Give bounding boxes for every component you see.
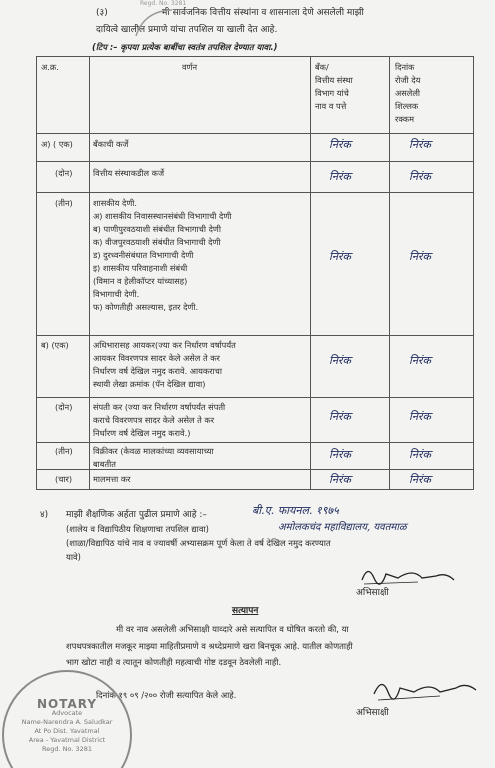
handwritten-nil: निरंक (329, 354, 351, 367)
signer-label: अभिसाक्षी (356, 588, 389, 598)
table-row-desc: विक्रीकर (केवळ मालकांच्या व्यवसायाच्या बाबतीत (93, 446, 214, 469)
table-row-desc: अधिभारासह आयकर(ज्या कर निर्धारण वर्षापर्यंत आयकर विवरणपत्र सादर केले असेल ते कर निर्धारण वर्ष देखिल नमुद करावे. आयकराचा स्थायी लेखा क्रमांक (पॅन देखिल द्यावा) (93, 340, 236, 389)
header-bank: बँक/ वित्तीय संस्था विभाग यांचे नाव व पत्ते (315, 62, 353, 111)
table-row-desc: संपती कर (ज्या कर निर्धारण वर्षापर्यंत संपती कराचे विवरणपत्र सादर केले असेल ते कर निर्धारण वर्ष देखिल नमुद करावे.) (93, 402, 226, 438)
notary-stamp: NOTARY Advocate Name-Narendra A. Saludkar At Po Dist. Yavatmal Area - Yavatmal District Regd. No. 3281 (2, 670, 132, 768)
table-row-desc: वित्तीय संस्थाकडील कर्जे (93, 168, 165, 178)
handwritten-nil: निरंक (409, 170, 431, 183)
handwritten-nil: निरंक (409, 473, 431, 486)
education-line-3: (शाळा/विद्यापिठ यांचे नाव व ज्यावर्षी अभ्यासक्रम पूर्ण केला ते वर्ष देखिल नमुद करण्यात (66, 538, 331, 548)
top-stamp-text: Regd. No. 3281 (140, 0, 187, 7)
table-row-sr: (दोन) (55, 168, 73, 178)
table-row-sr: अ) ( एक) (41, 139, 73, 149)
handwritten-nil: निरंक (409, 410, 431, 423)
header-date: दिनांक रोजी देय असलेली शिल्लक रक्कम (395, 62, 421, 124)
handwritten-degree: बी.ए. फायनल. १९७५ (252, 504, 339, 517)
item-number: (३) (96, 8, 108, 18)
table-row-sr: ब) (एक) (41, 340, 69, 350)
table-row-desc: शासकीय देणी. अ) शासकीय निवासस्थानसंबंधी विभागाची देणी ब) पाणीपुरवठयाशी संबंधीत विभागाची देणी क) वीजपुरवठयाशी संबंधीत विभागाची देणी ड) दुरध्वनीसंबंधात विभागाची देणी इ) शासकीय परिवाहनाशी संबंधी (विमान व हेलीकॉप्टर यांच्यासह) विभागाची देणी. फ) कोणतीही असल्यास, इतर देणी. (93, 198, 232, 312)
handwritten-nil: निरंक (329, 448, 351, 461)
education-number: ४) (40, 510, 49, 520)
signer-label: अभिसाक्षी (356, 708, 389, 718)
table-row-sr: (दोन) (55, 402, 73, 412)
verification-line-3: भाग खोटा नाही व त्यातून कोणतीही महत्वाची गोष्ट दडवून ठेवलेली नाही. (66, 657, 282, 667)
verification-line-2: शपथपत्रकातील मजकूर माझ्या माहितीप्रमाणे व श्रध्देप्रमाणे खरा बिनचूक आहे. यातील कोणताही (66, 641, 353, 651)
verification-date-line: दिनांक १९ ०९ /२०० रोजी सत्यापित केले आहे. (96, 690, 237, 700)
handwritten-nil: निरंक (409, 138, 431, 151)
handwritten-nil: निरंक (329, 138, 351, 151)
education-line-1: माझी शैक्षणिक अर्हता पुढील प्रमाणे आहे :– (66, 510, 207, 520)
handwritten-nil: निरंक (329, 170, 351, 183)
table-row-sr: (चार) (55, 474, 73, 484)
education-line-2: (शालेय व विद्यापिठीय शिक्षणाचा तपशिल द्यावा) (66, 524, 209, 534)
header-line-1: मी सार्वजनिक वित्तीय संस्थांना व शासनाला देणे असलेली माझी (162, 8, 364, 18)
verification-title: सत्यापन (232, 606, 259, 616)
table-row-desc: बँकाची कर्जे (93, 139, 129, 149)
header-line-2: दायित्वे खालील प्रमाणे यांचा तपशिल या खाली देत आहे. (96, 25, 278, 35)
handwritten-nil: निरंक (409, 448, 431, 461)
handwritten-nil: निरंक (409, 354, 431, 367)
signature (358, 562, 458, 588)
verification-line-1: मी वर नाव असलेली अभिसाक्षी याव्दारे असे सत्यापित व घोषित करतो की, या (116, 624, 349, 634)
handwritten-nil: निरंक (329, 250, 351, 263)
table-row-desc: मालमत्ता कर (93, 474, 131, 484)
top-stamp-fragment (134, 6, 174, 46)
handwritten-nil: निरंक (329, 473, 351, 486)
header-desc: वर्णन (182, 62, 198, 72)
signature (370, 674, 480, 704)
table-row-sr: (तीन) (55, 198, 73, 208)
table-row-sr: (तीन) (55, 446, 73, 456)
handwritten-nil: निरंक (329, 410, 351, 423)
liabilities-table (36, 56, 474, 490)
handwritten-college: अमोलकचंद महाविद्यालय, यवतमाळ (278, 522, 407, 533)
header-note: (टिप :– कृपया प्रत्येक बाबींचा स्वतंत्र तपशिल देण्यात यावा.) (92, 42, 278, 52)
education-line-4: यावे) (66, 552, 81, 562)
header-sr: अ.क्र. (41, 62, 59, 72)
handwritten-nil: निरंक (409, 250, 431, 263)
